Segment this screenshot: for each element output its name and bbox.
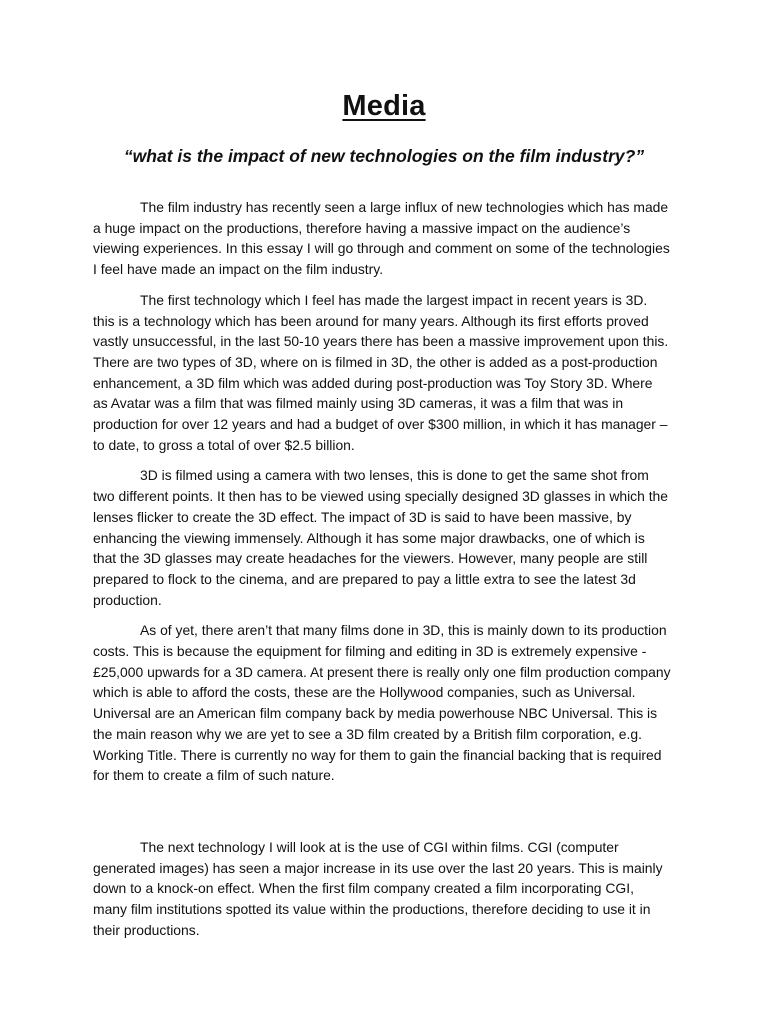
paragraph-3d-filming: 3D is filmed using a camera with two lenses, this is done to get the same shot from two different points. It then has to be viewed using specially designed 3D glasses in which the lenses flicker to create the 3D effect. The impact of 3D is said to have been massive, by enhancing the viewing immensely. Although it has some major drawbacks, one of which is that the 3D glasses may create headaches for the viewers. However, many people are still prepared to flock to the cinema, and are prepared to pay a little extra to see the latest 3d production. [93,467,669,608]
paragraph-cgi: The next technology I will look at is the use of CGI within films. CGI (computer generated images) has seen a major increase in its use over the last 20 years. This is mainly down to a knock-on effect. When the first film company created a film incorporating CGI, many film institutions spotted its value within the productions, therefore deciding to use it in their productions. [93,838,663,938]
document-title: Media [342,90,426,122]
paragraph-3d-costs: As of yet, there aren’t that many films done in 3D, this is mainly down to its production costs. This is because the equipment for filming and editing in 3D is extremely expensive - £25,000 upwards for a 3D camera. At present there is really only one film production company which is able to afford the costs, these are the Hollywood companies, such as Universal. Universal are an American film company back by media powerhouse NBC Universal. This is the main reason why we are yet to see a 3D film created by a British film corporation, e.g. Working Title. There is currently no way for them to gain the financial backing that is required for them to create a film of such nature. [93,622,671,784]
paragraph-spacer [93,796,671,837]
document-body [93,197,671,941]
paragraph-3d-overview: The first technology which I feel has made the largest impact in recent years is 3D. this is a technology which has been around for many years. Although its first efforts proved vastly unsuccessful, in the last 50-10 years there has been a massive improvement upon this. There are two types of 3D, where on is filmed in 3D, the other is added as a post-production enhancement, a 3D film which was added during post-production was Toy Story 3D. Where as Avatar was a film that was filmed mainly using 3D cameras, it was a film that was in production for over 12 years and had a budget of over $300 million, in which it has manager – to date, to gross a total of over $2.5 billion. [93,291,669,453]
paragraph-intro: The film industry has recently seen a large influx of new technologies which has made a huge impact on the productions, therefore having a massive impact on the audience’s viewing experiences. In this essay I will go through and comment on some of the technologies I feel have made an impact on the film industry. [93,199,670,278]
document-subtitle: “what is the impact of new technologies on the film industry?” [123,146,645,166]
